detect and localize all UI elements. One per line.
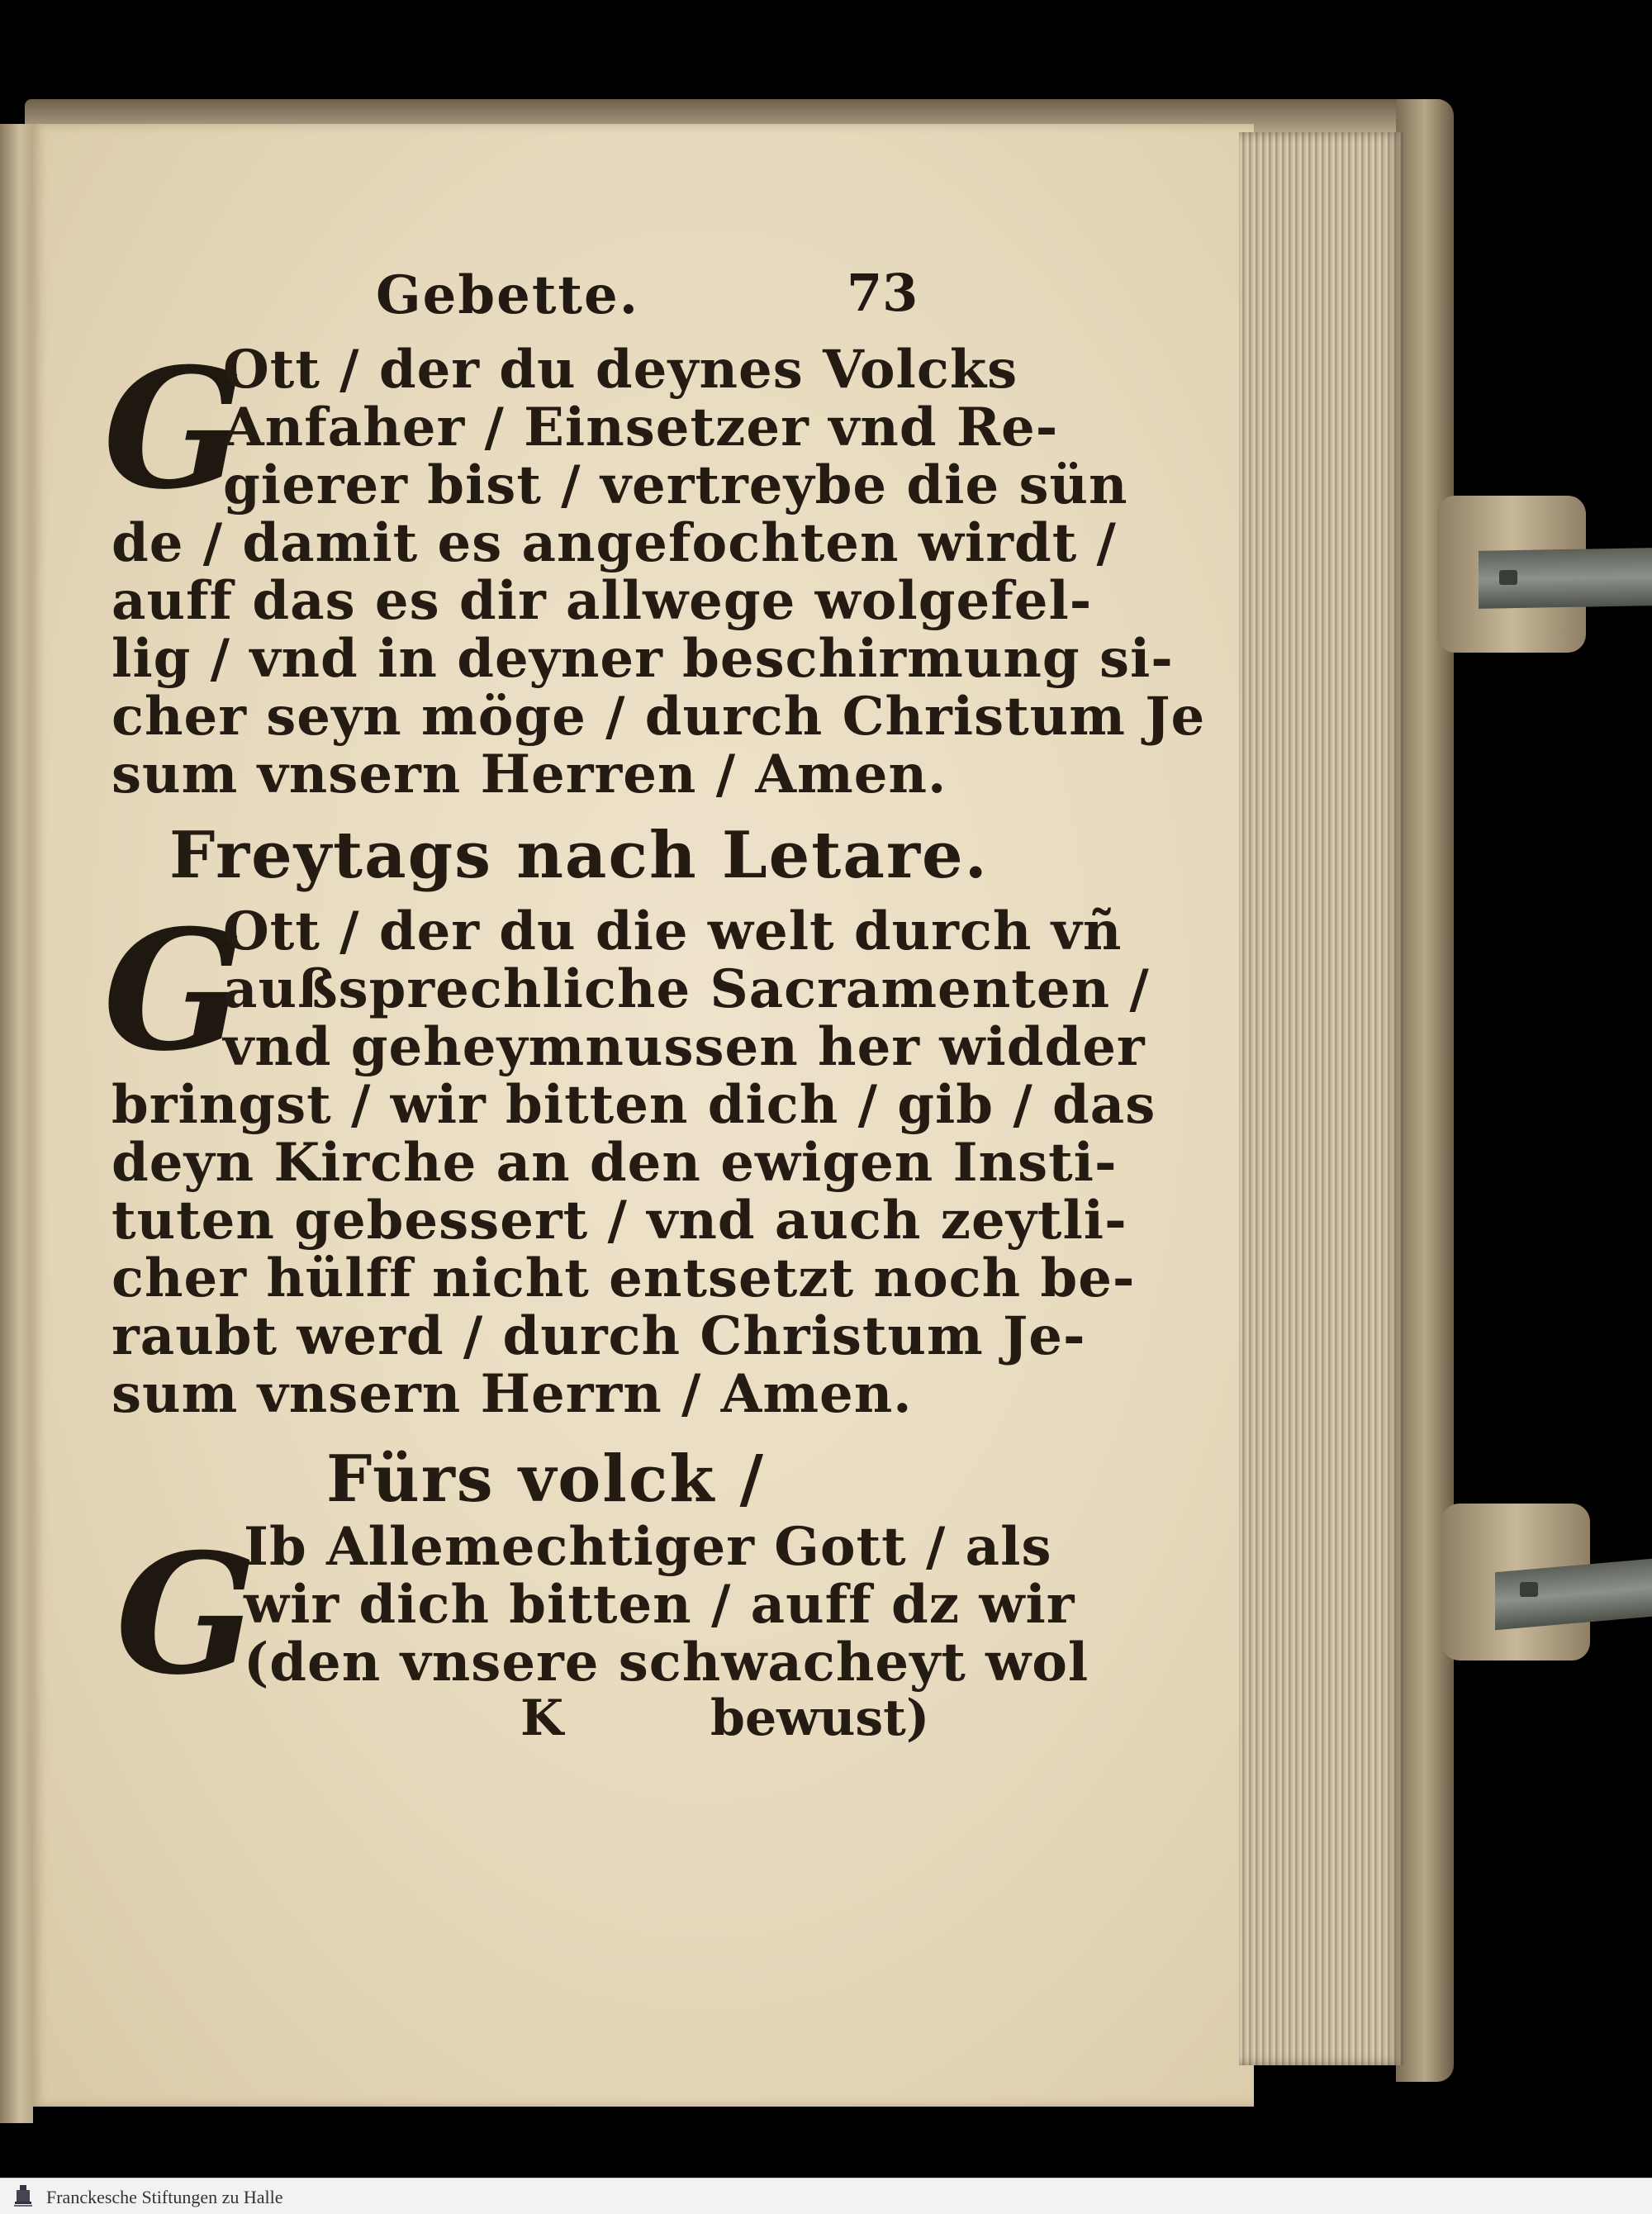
footer-institution: Franckesche Stiftungen zu Halle [46,2187,283,2207]
footer-bar [0,2178,1652,2214]
text-line: de / damit es angefochten wirdt / [112,512,1117,574]
text-line: bringst / wir bitten dich / gib / das [112,1074,1156,1136]
running-header: Gebette. [376,264,639,326]
left-page-edge [0,124,33,2123]
rivet-icon [1520,1582,1538,1597]
text-line: tuten gebessert / vnd auch zeytli- [112,1190,1127,1252]
page-number: 73 [847,263,919,323]
page-block-edges [1239,132,1404,2065]
text-line: (den vnsere schwacheyt wol [244,1632,1089,1694]
signature-mark: K [520,1689,564,1747]
text-line: Ib Allemechtiger Gott / als [244,1516,1052,1578]
section-heading: Fürs volck / [326,1442,766,1517]
text-line: Ott / der du die welt durch vñ [223,900,1123,962]
text-line: auff das es dir allwege wolgefel- [112,570,1093,632]
text-line: vnd geheymnussen her widder [223,1016,1146,1078]
text-line: lig / vnd in deyner beschirmung si- [112,628,1174,690]
decorated-initial: G [116,1518,257,1712]
text-line: deyn Kirche an den ewigen Insti- [112,1132,1118,1194]
text-line: außsprechliche Sacramenten / [223,958,1150,1020]
text-line: cher hülff nicht entsetzt noch be- [112,1247,1136,1309]
text-line: raubt werd / durch Christum Je- [112,1305,1086,1367]
rivet-icon [1499,570,1517,585]
text-line: wir dich bitten / auff dz wir [244,1574,1075,1636]
decorated-initial: G [103,894,244,1088]
francke-foundation-logo-icon [12,2183,35,2208]
decorated-initial: G [103,332,244,526]
text-line: cher seyn möge / durch Christum Je [112,686,1206,748]
section-heading: Freytags nach Letare. [169,818,989,893]
text-line: sum vnsern Herren / Amen. [112,744,947,805]
text-line: Anfaher / Einsetzer vnd Re- [223,397,1059,458]
text-line: gierer bist / vertreybe die sün [223,454,1128,516]
catchword: bewust) [710,1689,930,1747]
book-cover-right [1396,99,1454,2082]
text-line: sum vnsern Herrn / Amen. [112,1363,913,1425]
text-line: Ott / der du deynes Volcks [223,339,1018,401]
